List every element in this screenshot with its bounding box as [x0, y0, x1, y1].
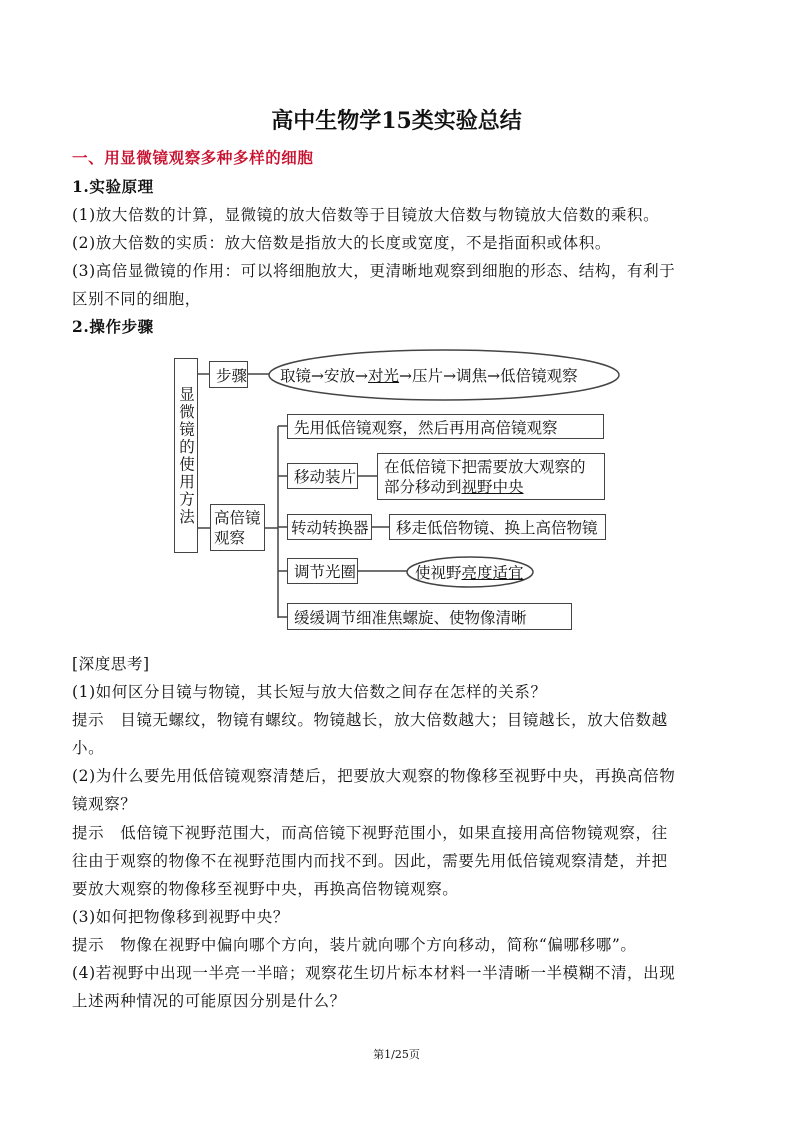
think-heading: [深度思考] [72, 655, 150, 673]
principle-line: (3)高倍显微镜的作用：可以将细胞放大，更清晰地观察到细胞的形态、结构，有利于 [72, 262, 676, 280]
step: 取镜 [280, 367, 312, 385]
think-line: (3)如何把物像移到视野中央？ [72, 908, 289, 926]
arrow-icon: → [311, 367, 325, 385]
high-first-box: 先用低倍镜观察，然后再用高倍镜观察 [287, 414, 604, 439]
move-desc-box [377, 453, 605, 500]
section-heading: 一、用显微镜观察多种多样的细胞 [72, 148, 314, 167]
aperture-desc-b: 亮度适宜 [461, 564, 524, 582]
high-box: 高倍镜观察 [210, 504, 265, 551]
step: 安放 [324, 367, 356, 385]
think-line: 往由于观察的物像不在视野范围内而找不到。因此，需要先用低倍镜观察清楚，并把 [72, 852, 668, 870]
think-line: 小。 [72, 739, 105, 757]
step: 调焦 [456, 367, 488, 385]
steps-flow [280, 364, 578, 386]
page-title: 高中生物学15类实验总结 [271, 108, 522, 134]
arrow-icon: → [443, 367, 457, 385]
move-desc: 在低倍镜下把需要放大观察的 [384, 457, 586, 476]
microscope-diagram [172, 346, 622, 638]
move-desc-a: 部分移动到 [384, 477, 462, 496]
page-number: 第1/25页 [373, 1048, 420, 1061]
step: 压片 [412, 367, 444, 385]
aperture-box: 调节光圈 [287, 558, 358, 584]
think-line: (1)如何区分目镜与物镜，其长短与放大倍数之间存在怎样的关系？ [72, 683, 547, 701]
principle-line: (2)放大倍数的实质：放大倍数是指放大的长度或宽度，不是指面积或体积。 [72, 234, 611, 252]
think-line: 提示 低倍镜下视野范围大，而高倍镜下视野范围小，如果直接用高倍物镜观察，往 [72, 824, 668, 842]
move-desc [384, 477, 524, 497]
think-line: 提示 目镜无螺纹，物镜有螺纹。物镜越长，放大倍数越大；目镜越长，放大倍数越 [72, 711, 668, 729]
principle-line: 区别不同的细胞， [72, 290, 201, 308]
step: 低倍镜观察 [500, 367, 578, 385]
move-desc-b: 视野中央 [461, 477, 524, 496]
think-line: 上述两种情况的可能原因分别是什么？ [72, 992, 346, 1010]
think-line: 镜观察？ [72, 795, 137, 813]
focus-box: 缓缓调节细准焦螺旋、使物像清晰 [287, 603, 572, 630]
move-box: 移动装片 [287, 463, 358, 489]
principle-line: (1)放大倍数的计算，显微镜的放大倍数等于目镜放大倍数与物镜放大倍数的乘积。 [72, 206, 660, 224]
think-line: 要放大观察的物像移至视野中央，再换高倍物镜观察。 [72, 880, 459, 898]
arrow-icon: → [355, 367, 369, 385]
aperture-desc-a: 使视野 [415, 564, 462, 582]
think-line: 提示 物像在视野中偏向哪个方向，装片就向哪个方向移动，简称“偏哪移哪”。 [72, 936, 637, 954]
turn-box: 转动转换器 [287, 514, 372, 540]
arrow-icon: → [399, 367, 413, 385]
arrow-icon: → [487, 367, 501, 385]
steps-box: 步骤 [209, 361, 248, 388]
root-box: 显微镜的使用方法 [174, 358, 198, 553]
think-line: (4)若视野中出现一半亮一半暗；观察花生切片标本材料一半清晰一半模糊不清，出现 [72, 964, 676, 982]
steps-heading: 2.操作步骤 [72, 317, 154, 336]
aperture-desc [415, 561, 524, 583]
step: 对光 [368, 367, 400, 385]
think-line: (2)为什么要先用低倍镜观察清楚后，把要放大观察的物像移至视野中央，再换高倍物 [72, 767, 676, 785]
turn-desc-box: 移走低倍物镜、换上高倍物镜 [389, 514, 606, 540]
principle-heading: 1.实验原理 [72, 177, 154, 196]
